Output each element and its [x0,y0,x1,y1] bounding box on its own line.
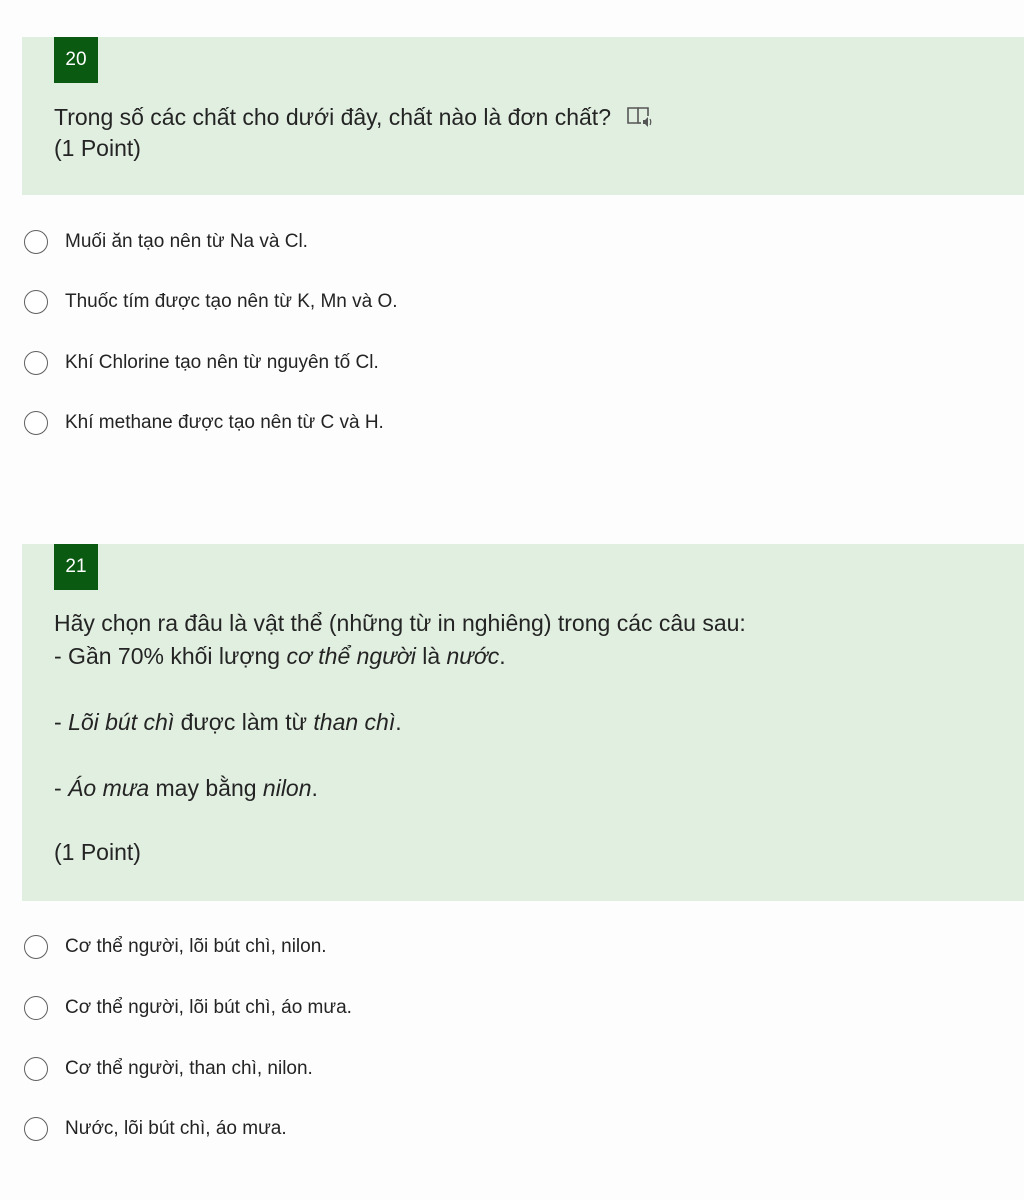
radio-button[interactable] [24,230,48,254]
question-21 [0,544,1024,901]
text-segment: - [54,709,69,735]
italic-object: cơ thể người [286,643,416,669]
option-label: Cơ thể người, lõi bút chì, áo mưa. [65,997,352,1018]
italic-object: nilon [262,775,312,801]
option-20-c[interactable] [24,348,379,378]
radio-button[interactable] [24,411,48,435]
option-20-d[interactable] [24,408,384,438]
text-segment: - [54,775,69,801]
option-21-c[interactable] [24,1054,313,1084]
radio-button[interactable] [24,290,48,314]
radio-button[interactable] [24,1057,48,1081]
italic-object: nước [446,643,500,669]
italic-object: than chì [313,709,396,735]
option-label: Cơ thể người, lõi bút chì, nilon. [65,936,327,957]
question-20 [0,37,1024,195]
question-title-line-3 [54,706,1014,739]
text-segment: được làm từ [174,709,314,735]
question-title [54,101,1014,134]
radio-button[interactable] [24,1117,48,1141]
italic-object: Áo mưa [68,775,150,801]
option-21-d[interactable] [24,1114,287,1144]
option-label: Khí Chlorine tạo nên từ nguyên tố Cl. [65,352,379,373]
text-segment: . [395,709,402,735]
question-header [22,37,1024,195]
option-label: Cơ thể người, than chì, nilon. [65,1058,313,1079]
question-title-line-2 [54,640,1014,673]
question-number-badge: 21 [54,544,98,590]
question-title [54,607,1014,805]
option-label: Muối ăn tạo nên từ Na và Cl. [65,231,308,252]
option-label: Thuốc tím được tạo nên từ K, Mn và O. [65,291,398,312]
question-number-badge: 20 [54,37,98,83]
radio-button[interactable] [24,351,48,375]
text-segment: . [311,775,318,801]
radio-button[interactable] [24,996,48,1020]
question-header [22,544,1024,901]
question-points: (1 Point) [54,135,141,161]
text-segment: . [499,643,506,669]
text-segment: may bằng [149,775,263,801]
italic-object: Lõi bút chì [68,709,175,735]
text-segment: là [415,643,447,669]
option-20-a[interactable] [24,227,308,257]
option-label: Nước, lõi bút chì, áo mưa. [65,1118,287,1139]
question-title-line-1: Hãy chọn ra đâu là vật thể (những từ in nghiêng) trong các câu sau: [54,610,746,636]
option-label: Khí methane được tạo nên từ C và H. [65,412,384,433]
question-title-line-4 [54,772,1014,805]
option-21-a[interactable] [24,932,327,962]
text-segment: - Gần 70% khối lượng [54,643,287,669]
radio-button[interactable] [24,935,48,959]
immersive-reader-icon[interactable] [625,104,653,130]
option-21-b[interactable] [24,993,352,1023]
question-title-text: Trong số các chất cho dưới đây, chất nào là đơn chất? [54,104,611,130]
question-points: (1 Point) [54,839,141,865]
option-20-b[interactable] [24,287,398,317]
